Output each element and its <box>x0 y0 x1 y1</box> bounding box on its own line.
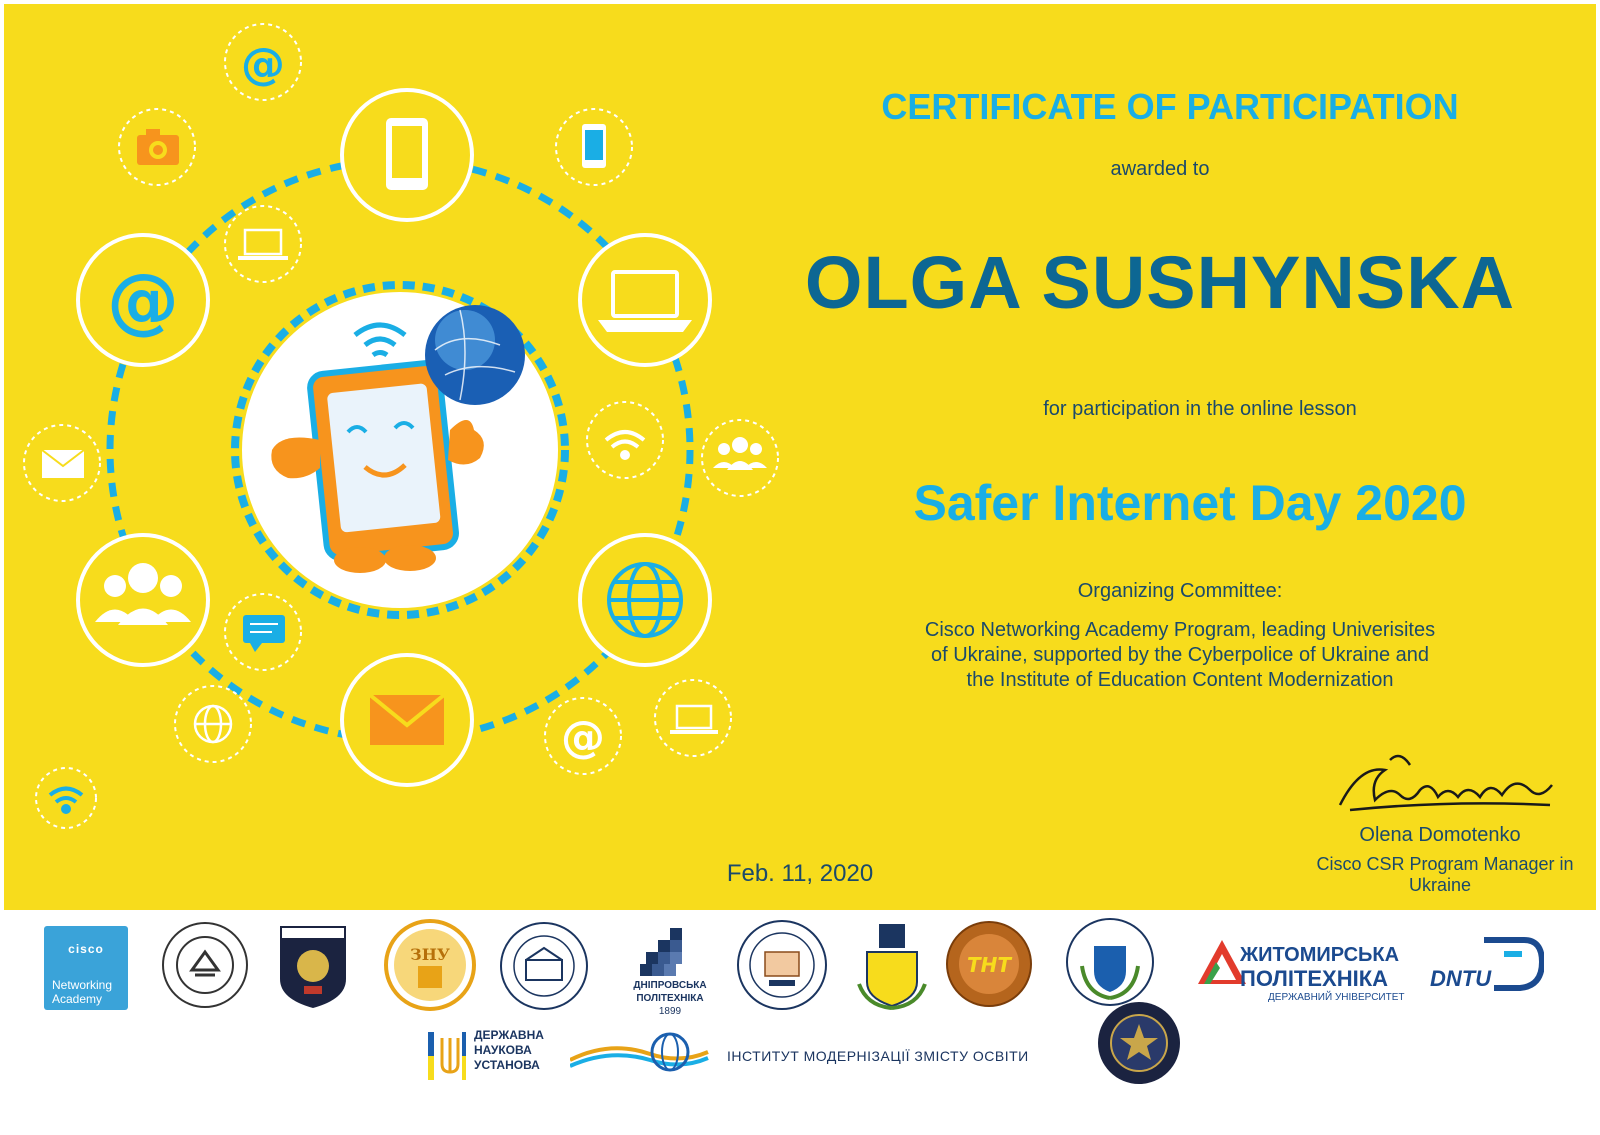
znu-logo <box>383 918 477 1012</box>
at-small-icon-top: @ <box>241 39 285 90</box>
camera-icon <box>137 129 179 165</box>
tablet-bubble-icon <box>386 118 428 190</box>
committee-title: Organizing Committee: <box>1077 580 1283 602</box>
dsu-label: НАУКОВА <box>474 1043 532 1057</box>
cisco-wordmark: cisco <box>68 942 104 956</box>
illustration <box>0 0 790 880</box>
university-seal-logo <box>160 920 250 1010</box>
tnt-university-logo <box>945 920 1033 1008</box>
dnipro-label: ПОЛІТЕХНІКА <box>636 993 704 1004</box>
znu-label: ЗНУ <box>410 945 450 964</box>
dnipro-year: 1899 <box>658 1006 682 1017</box>
zhytomyr-label: ЖИТОМИРСЬКА <box>1240 944 1400 966</box>
laptop-small-icon-right <box>670 706 718 732</box>
ntu-seal-logo <box>735 918 829 1012</box>
users-small-icon <box>713 437 767 470</box>
certificate-date: Feb. 11, 2020 <box>726 860 874 887</box>
state-research-institution-logo <box>428 1028 548 1080</box>
laptop-small-icon <box>238 230 288 258</box>
dnipro-polytechnic-logo <box>640 928 700 978</box>
dntu-label: DNTU <box>1430 966 1492 991</box>
mail-icon <box>370 695 444 745</box>
phone-small-icon <box>582 124 606 168</box>
globe-small-icon <box>195 706 231 742</box>
signature <box>1330 745 1560 825</box>
chat-small-icon <box>243 615 285 652</box>
dsu-label: ДЕРЖАВНА <box>474 1028 544 1042</box>
cisco-subtitle: Academy <box>52 992 103 1006</box>
signer-role: Ukraine <box>1408 875 1472 895</box>
at-icon: @ <box>107 258 179 342</box>
lviv-polytechnic-logo <box>498 920 590 1012</box>
zhytomyr-sublabel: ДЕРЖАВНИЙ УНІВЕРСИТЕТ <box>1268 992 1405 1003</box>
odesa-university-shield-logo <box>278 924 348 1010</box>
recipient-name: OLGA SUSHYNSKA <box>804 241 1516 324</box>
certificate-title: CERTIFICATE OF PARTICIPATION <box>881 86 1459 127</box>
signer-role: Cisco CSR Program Manager in <box>1316 854 1574 874</box>
laptop-bubble <box>580 235 710 365</box>
cisco-networking-academy-logo <box>44 926 128 1010</box>
imzo-logo-mark <box>570 1030 710 1080</box>
at-small-icon-bottom: @ <box>561 712 605 763</box>
participation-text: for participation in the online lesson <box>1043 398 1357 420</box>
event-name: Safer Internet Day 2020 <box>913 475 1467 531</box>
wifi-small-icon-bottom <box>50 789 82 813</box>
envelope-small-icon <box>42 450 84 478</box>
cisco-subtitle: Networking <box>52 978 113 992</box>
cyberpolice-seal-logo <box>1096 1000 1182 1086</box>
users-bubble <box>78 535 208 665</box>
cherkasy-university-logo <box>1064 916 1156 1008</box>
zhytomyr-label: ПОЛІТЕХНІКА <box>1240 966 1389 991</box>
chernivtsi-university-logo <box>857 924 927 1010</box>
dnipro-label: ДНІПРОВСЬКА <box>633 980 707 991</box>
dsu-label: УСТАНОВА <box>474 1058 540 1072</box>
committee-line: of Ukraine, supported by the Cyberpolice of Ukraine and <box>930 644 1430 666</box>
committee-line: Cisco Networking Academy Program, leading Univerisites <box>924 619 1436 641</box>
tnt-label: ТНТ <box>966 953 1012 977</box>
ukraine-trident-icon <box>428 1032 468 1080</box>
signer-name: Olena Domotenko <box>1359 824 1521 846</box>
wifi-small-icon <box>606 432 644 458</box>
committee-line: the Institute of Education Content Modernization <box>966 669 1394 691</box>
imzo-label: ІНСТИТУТ МОДЕРНІЗАЦІЇ ЗМІСТУ ОСВІТИ <box>727 1048 1029 1064</box>
awarded-to-label: awarded to <box>1110 158 1210 180</box>
